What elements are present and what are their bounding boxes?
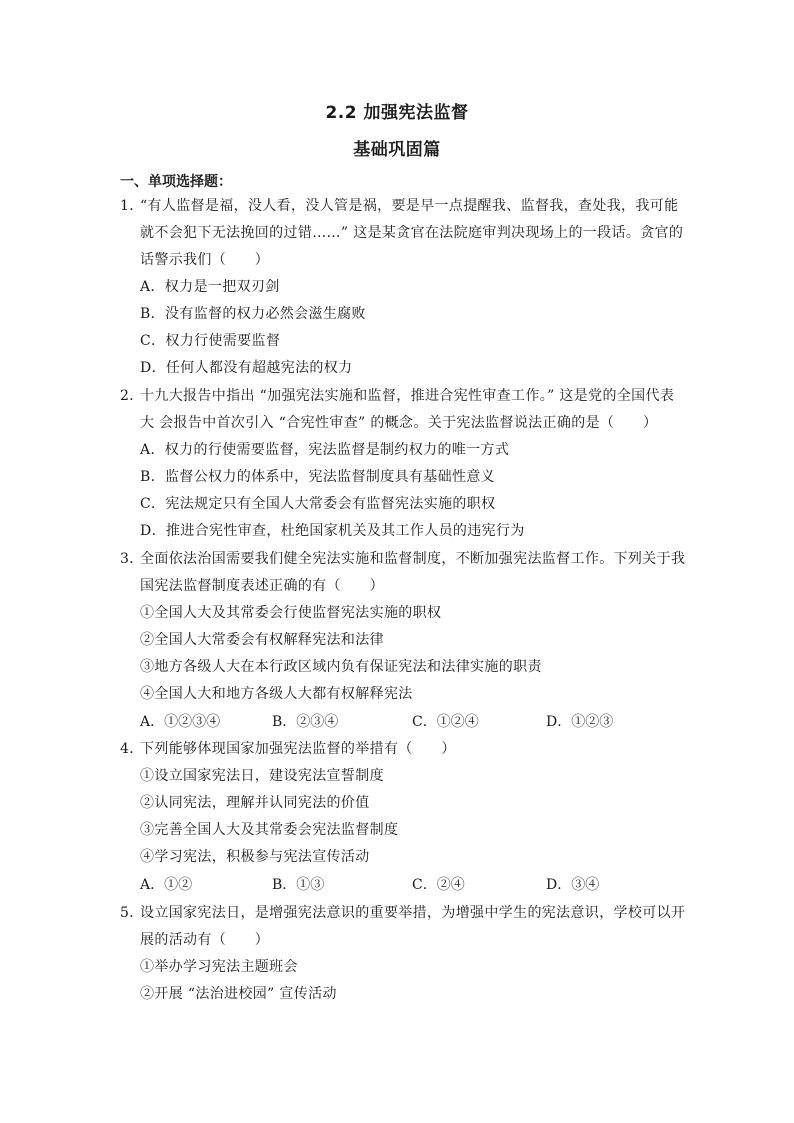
question-1-line-3: 话警示我们（ ） — [140, 252, 270, 268]
question-2-line-1: 2．十九大报告中指出 “加强宪法实施和监督，推进合宪性审查工作。” 这是党的全国代表 — [120, 388, 675, 404]
question-3-statement-3: ③地方各级人大在本行政区域内负有保证宪法和法律实施的职责 — [140, 659, 542, 675]
question-3-answer-a: A．①②③④ — [140, 714, 221, 730]
question-1-line-2: 就不会犯下无法挽回的过错……” 这是某贪官在法院庭审判决现场上的一段话。贪官的 — [140, 225, 684, 241]
page-subtitle: 基础巩固篇 — [353, 140, 441, 160]
question-5-statement-1: ①举办学习宪法主题班会 — [140, 959, 298, 975]
question-2-option-d: D．推进合宪性审查，杜绝国家机关及其工作人员的违宪行为 — [140, 523, 525, 539]
question-4-answer-b: B．①③ — [272, 877, 325, 893]
question-4-line-1: 4．下列能够体现国家加强宪法监督的举措有（ ） — [120, 741, 456, 757]
question-3-line-1: 3．全面依法治国需要我们健全宪法实施和监督制度，不断加强宪法监督工作。下列关于我 — [120, 551, 686, 567]
question-2-option-a: A．权力的行使需要监督，宪法监督是制约权力的唯一方式 — [140, 442, 510, 458]
question-1-number: 1． — [120, 198, 144, 214]
question-1-line-1: 1．“有人监督是福，没人看，没人管是祸，要是早一点提醒我、监督我，查处我，我可能 — [120, 198, 679, 214]
question-1-option-c: C．权力行使需要监督 — [140, 333, 281, 349]
question-5-line-2: 展的活动有（ ） — [140, 932, 270, 948]
question-5-statement-2: ②开展 “法治进校园” 宣传活动 — [140, 986, 337, 1002]
question-4-statement-3: ③完善全国人大及其常委会宪法监督制度 — [140, 822, 399, 838]
question-3-statement-4: ④全国人大和地方各级人大都有权解释宪法 — [140, 686, 413, 702]
question-3-statement-2: ②全国人大常委会有权解释宪法和法律 — [140, 632, 384, 648]
question-4-statement-1: ①设立国家宪法日，建设宪法宣誓制度 — [140, 768, 384, 784]
page-title: 2.2 加强宪法监督 — [325, 103, 469, 123]
question-5-number: 5． — [120, 905, 144, 921]
question-3-answer-d: D．①②③ — [546, 714, 614, 730]
question-4-answer-c: C．②④ — [412, 877, 465, 893]
question-3-answer-c: C．①②④ — [412, 714, 479, 730]
question-2-line-2: 大 会报告中首次引入 “合宪性审查” 的概念。关于宪法监督说法正确的是（ ） — [140, 415, 658, 431]
question-4-number: 4． — [120, 741, 144, 757]
question-3-statement-1: ①全国人大及其常委会行使监督宪法实施的职权 — [140, 605, 442, 621]
question-1-option-a: A．权力是一把双刃剑 — [140, 279, 280, 295]
question-4-answer-d: D．③④ — [546, 877, 600, 893]
question-4-statement-2: ②认同宪法，理解并认同宪法的价值 — [140, 795, 370, 811]
question-5-line-1: 5．设立国家宪法日，是增强宪法意识的重要举措，为增强中学生的宪法意识，学校可以开 — [120, 905, 686, 921]
question-2-number: 2． — [120, 388, 144, 404]
question-3-line-2: 国宪法监督制度表述正确的有（ ） — [140, 578, 384, 594]
section-heading: 一、单项选择题： — [120, 174, 232, 190]
question-2-option-c: C．宪法规定只有全国人大常委会有监督宪法实施的职权 — [140, 496, 496, 512]
question-1-option-b: B．没有监督的权力必然会滋生腐败 — [140, 306, 366, 322]
question-1-option-d: D．任何人都没有超越宪法的权力 — [140, 360, 353, 376]
question-4-statement-4: ④学习宪法，积极参与宪法宣传活动 — [140, 849, 370, 865]
question-2-option-b: B．监督公权力的体系中，宪法监督制度具有基础性意义 — [140, 469, 496, 485]
question-3-number: 3． — [120, 551, 144, 567]
question-4-answer-a: A．①② — [140, 877, 193, 893]
question-3-answer-b: B．②③④ — [272, 714, 339, 730]
